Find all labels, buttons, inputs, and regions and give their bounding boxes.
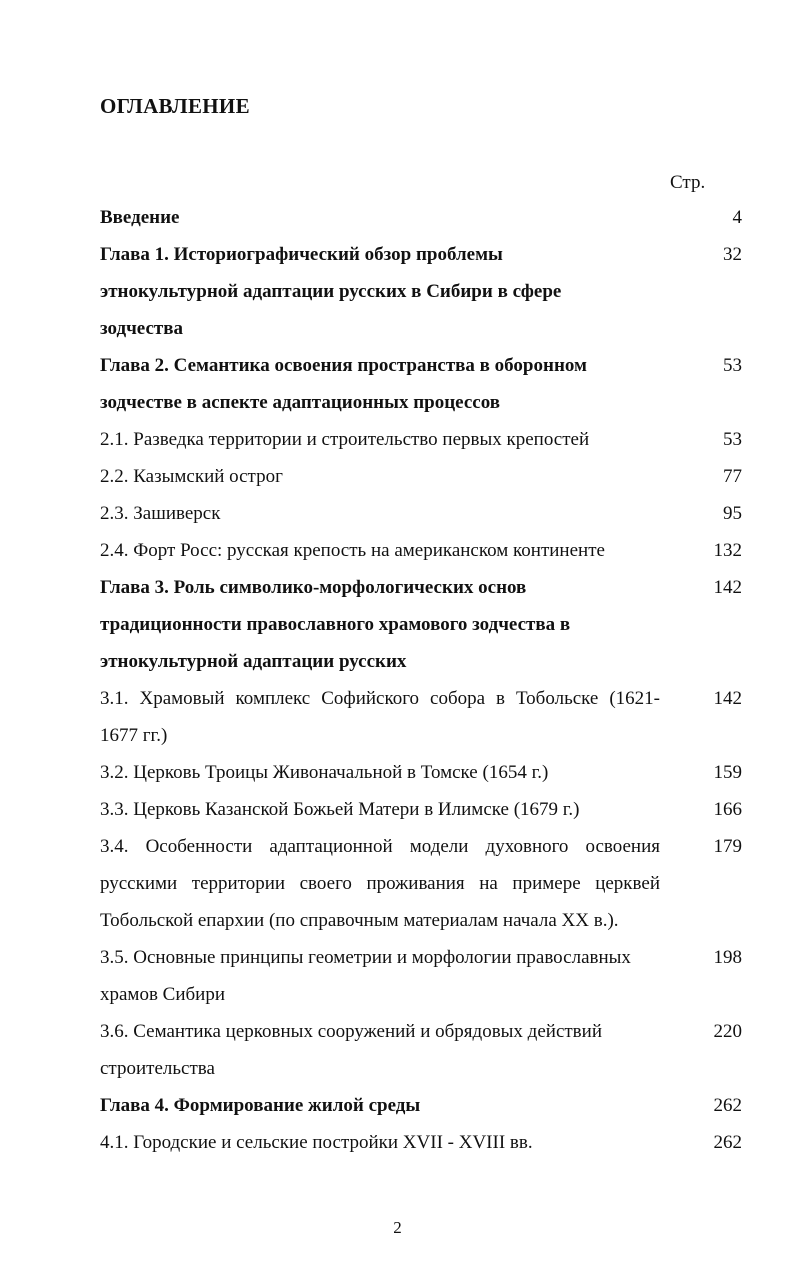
toc-entry-page-number: 95: [723, 503, 742, 524]
toc-entry-page-number: 179: [713, 836, 742, 857]
toc-chapter-entry: [100, 236, 745, 347]
toc-entry-page-number: 262: [713, 1095, 742, 1116]
toc-section-entry: [100, 1013, 745, 1087]
toc-entry-page-number: 166: [713, 799, 742, 820]
toc-entry-title-line: Введение: [100, 207, 180, 228]
toc-entry-title-line: храмов Сибири: [100, 984, 226, 1005]
toc-entry-page-number: 220: [713, 1021, 742, 1042]
toc-section-entry: [100, 458, 745, 495]
toc-section-entry: [100, 754, 745, 791]
toc-section-entry: [100, 939, 745, 1013]
toc-entry-title-line: Тобольской епархии (по справочным материалам начала XX в.).: [100, 910, 619, 931]
toc-section-entry: [100, 532, 745, 569]
toc-entry-title-line: 2.1. Разведка территории и строительство первых крепостей: [100, 429, 590, 450]
toc-entry-title-line: строительства: [100, 1058, 215, 1079]
toc-entry-title-line: 3.1. Храмовый комплекс Софийского собора в Тобольске (1621-: [100, 688, 660, 709]
toc-section-entry: [100, 791, 745, 828]
toc-entry-page-number: 4: [732, 207, 742, 228]
toc-entry-title-line: русскими территории своего проживания на примере церквей: [100, 873, 660, 894]
toc-entry-page-number: 32: [723, 244, 742, 265]
toc-entry-page-number: 262: [713, 1132, 742, 1153]
toc-entry-title-line: 3.5. Основные принципы геометрии и морфологии православных: [100, 947, 631, 968]
toc-section-entry: [100, 1124, 745, 1161]
toc-entry-page-number: 53: [723, 429, 742, 450]
toc-section-entry: [100, 680, 745, 754]
toc-chapter-entry: [100, 199, 745, 236]
toc-entry-title-line: зодчества: [100, 318, 183, 339]
toc-entry-title-line: этнокультурной адаптации русских в Сибири в сфере: [100, 281, 562, 302]
toc-chapter-entry: [100, 1087, 745, 1124]
page-title: ОГЛАВЛЕНИЕ: [100, 94, 250, 118]
toc-entry-title-line: 2.4. Форт Росс: русская крепость на американском континенте: [100, 540, 605, 561]
toc-entry-page-number: 132: [713, 540, 742, 561]
toc-chapter-entry: [100, 569, 745, 680]
toc-entry-page-number: 77: [723, 466, 742, 487]
toc-section-entry: [100, 828, 745, 939]
toc-entry-title-line: 1677 гг.): [100, 725, 168, 746]
toc-entry-page-number: 142: [713, 577, 742, 598]
toc-section-entry: [100, 495, 745, 532]
toc-chapter-entry: [100, 347, 745, 421]
toc-section-entry: [100, 421, 745, 458]
toc-entry-page-number: 159: [713, 762, 742, 783]
toc-entry-title-line: Глава 3. Роль символико-морфологических основ: [100, 577, 527, 598]
page-column-label: Стр.: [670, 172, 706, 193]
toc-entry-title-line: 3.2. Церковь Троицы Живоначальной в Томске (1654 г.): [100, 762, 549, 783]
toc-entry-title-line: 4.1. Городские и сельские постройки XVII - XVIII вв.: [100, 1132, 533, 1153]
toc-entry-title-line: этнокультурной адаптации русских: [100, 651, 407, 672]
toc-entry-title-line: Глава 1. Историографический обзор проблемы: [100, 244, 503, 265]
toc-entry-title-line: 2.3. Зашиверск: [100, 503, 221, 524]
toc-entry-title-line: 3.4. Особенности адаптационной модели духовного освоения: [100, 836, 660, 857]
toc-entry-title-line: зодчестве в аспекте адаптационных процессов: [100, 392, 500, 413]
toc-entry-page-number: 142: [713, 688, 742, 709]
toc-entry-title-line: 3.3. Церковь Казанской Божьей Матери в Илимске (1679 г.): [100, 799, 580, 820]
toc-entry-title-line: Глава 4. Формирование жилой среды: [100, 1095, 421, 1116]
table-of-contents: [100, 199, 745, 1161]
toc-entry-title-line: Глава 2. Семантика освоения пространства в оборонном: [100, 355, 587, 376]
toc-entry-title-line: 3.6. Семантика церковных сооружений и обрядовых действий: [100, 1021, 602, 1042]
toc-entry-title-line: традиционности православного храмового зодчества в: [100, 614, 571, 635]
toc-entry-page-number: 53: [723, 355, 742, 376]
page-number: 2: [393, 1218, 402, 1237]
toc-entry-page-number: 198: [713, 947, 742, 968]
toc-entry-title-line: 2.2. Казымский острог: [100, 466, 283, 487]
